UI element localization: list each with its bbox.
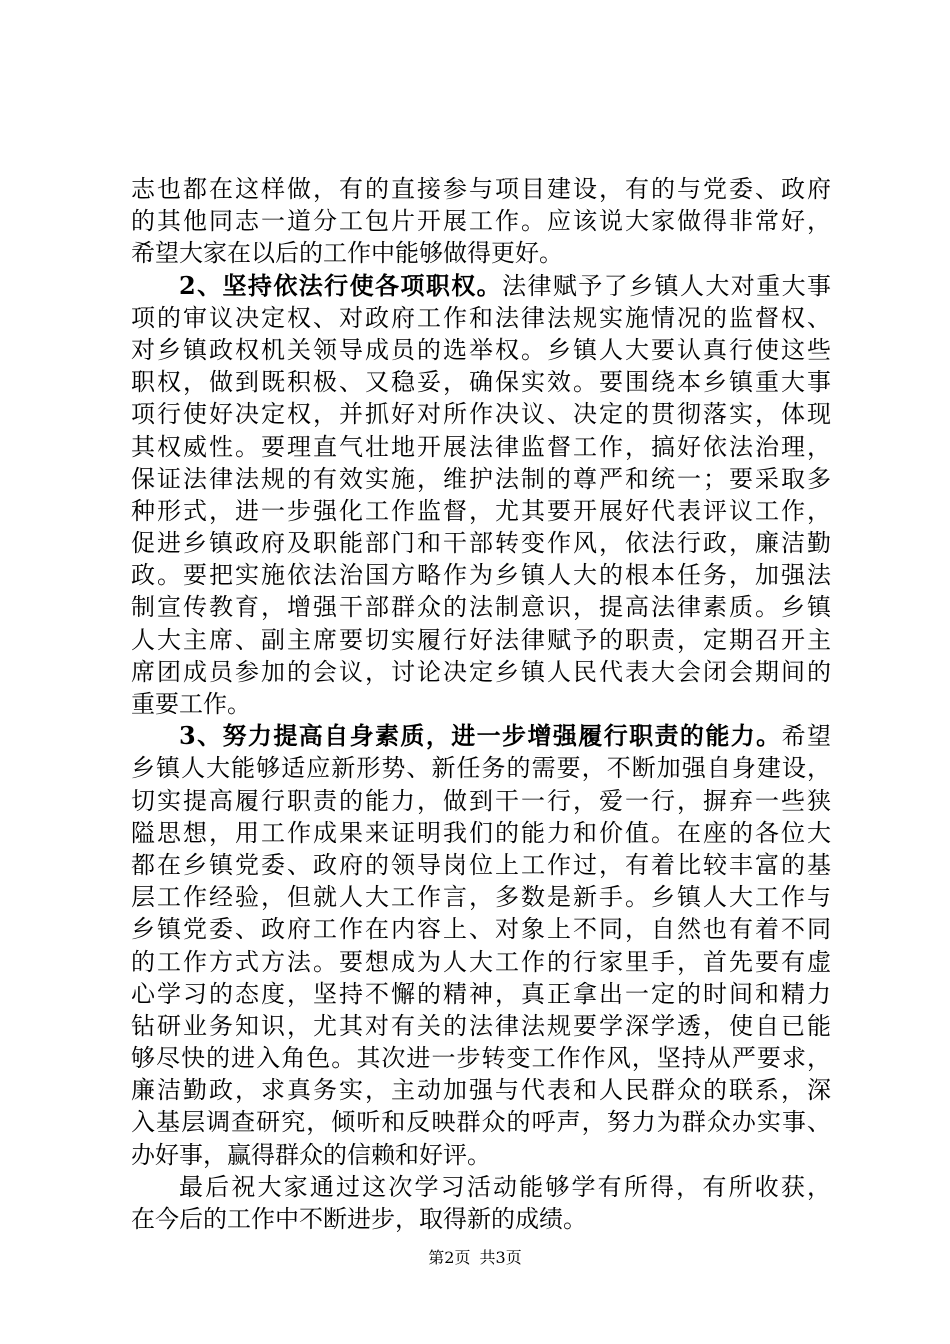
text-line: 办好事，赢得群众的信赖和好评。 bbox=[131, 1140, 491, 1169]
text-line: 项的审议决定权、对政府工作和法律法规实施情况的监督权、 bbox=[131, 303, 831, 332]
document-body bbox=[131, 173, 831, 1235]
text-line: 职权，做到既积极、又稳妥，确保实效。要围绕本乡镇重大事 bbox=[131, 368, 831, 397]
text-line bbox=[131, 720, 831, 752]
text-line: 乡镇党委、政府工作在内容上、对象上不同，自然也有着不同 bbox=[131, 915, 831, 944]
paragraph-1 bbox=[131, 173, 831, 270]
text-line bbox=[131, 270, 831, 302]
paragraph-4 bbox=[131, 1171, 831, 1235]
text-line: 切实提高履行职责的能力，做到干一行，爱一行，摒弃一些狭 bbox=[131, 786, 831, 815]
text-line: 心学习的态度，坚持不懈的精神，真正拿出一定的时间和精力 bbox=[131, 979, 831, 1008]
page-number: 第2页 bbox=[428, 1248, 471, 1267]
text-line: 的其他同志一道分工包片开展工作。应该说大家做得非常好， bbox=[131, 207, 831, 236]
text-line: 其权威性。要理直气壮地开展法律监督工作，搞好依法治理， bbox=[131, 432, 831, 461]
text-line: 志也都在这样做，有的直接参与项目建设，有的与党委、政府 bbox=[131, 175, 831, 203]
text-span: 希望 bbox=[781, 722, 832, 751]
page-footer bbox=[0, 1245, 950, 1268]
text-line: 廉洁勤政，求真务实，主动加强与代表和人民群众的联系，深 bbox=[131, 1076, 831, 1105]
text-line: 够尽快的进入角色。其次进一步转变工作作风，坚持从严要求， bbox=[131, 1044, 831, 1073]
text-line: 种形式，进一步强化工作监督，尤其要开展好代表评议工作， bbox=[131, 496, 831, 525]
text-line: 对乡镇政权机关领导成员的选举权。乡镇人大要认真行使这些 bbox=[131, 335, 831, 364]
paragraph-3 bbox=[131, 720, 831, 1171]
text-line: 政。要把实施依法治国方略作为乡镇人大的根本任务，加强法 bbox=[131, 561, 831, 590]
section-heading-2: 2、坚持依法行使各项职权。 bbox=[179, 270, 503, 300]
text-line: 层工作经验，但就人大工作言，多数是新手。乡镇人大工作与 bbox=[131, 883, 831, 912]
section-heading-3: 3、努力提高自身素质，进一步增强履行职责的能力。 bbox=[179, 721, 782, 751]
text-line: 乡镇人大能够适应新形势、新任务的需要，不断加强自身建设， bbox=[131, 754, 831, 783]
text-line: 钻研业务知识，尤其对有关的法律法规要学深学透，使自已能 bbox=[131, 1011, 831, 1040]
text-line: 隘思想，用工作成果来证明我们的能力和价值。在座的各位大 bbox=[131, 818, 831, 847]
text-line: 保证法律法规的有效实施，维护法制的尊严和统一；要采取多 bbox=[131, 464, 831, 493]
text-line: 在今后的工作中不断进步，取得新的成绩。 bbox=[131, 1205, 587, 1233]
text-line: 人大主席、副主席要切实履行好法律赋予的职责，定期召开主 bbox=[131, 625, 831, 654]
text-line: 重要工作。 bbox=[131, 690, 251, 718]
text-line: 席团成员参加的会议，讨论决定乡镇人民代表大会闭会期间的 bbox=[131, 657, 831, 686]
text-line: 入基层调查研究，倾听和反映群众的呼声，努力为群众办实事、 bbox=[131, 1108, 831, 1137]
text-line: 最后祝大家通过这次学习活动能够学有所得，有所收获， bbox=[179, 1172, 831, 1201]
text-line: 希望大家在以后的工作中能够做得更好。 bbox=[131, 239, 563, 268]
text-line: 的工作方式方法。要想成为人大工作的行家里手，首先要有虚 bbox=[131, 947, 831, 976]
text-line: 制宣传教育，增强干部群众的法制意识，提高法律素质。乡镇 bbox=[131, 593, 831, 622]
text-line: 项行使好决定权，并抓好对所作决议、决定的贯彻落实，体现 bbox=[131, 400, 831, 429]
text-span: 法律赋予了乡镇人大对重大事 bbox=[502, 271, 832, 300]
text-line: 促进乡镇政府及职能部门和干部转变作风，依法行政，廉洁勤 bbox=[131, 529, 831, 558]
text-line: 都在乡镇党委、政府的领导岗位上工作过，有着比较丰富的基 bbox=[131, 850, 831, 879]
paragraph-2 bbox=[131, 270, 831, 721]
page-total: 共3页 bbox=[479, 1248, 522, 1267]
